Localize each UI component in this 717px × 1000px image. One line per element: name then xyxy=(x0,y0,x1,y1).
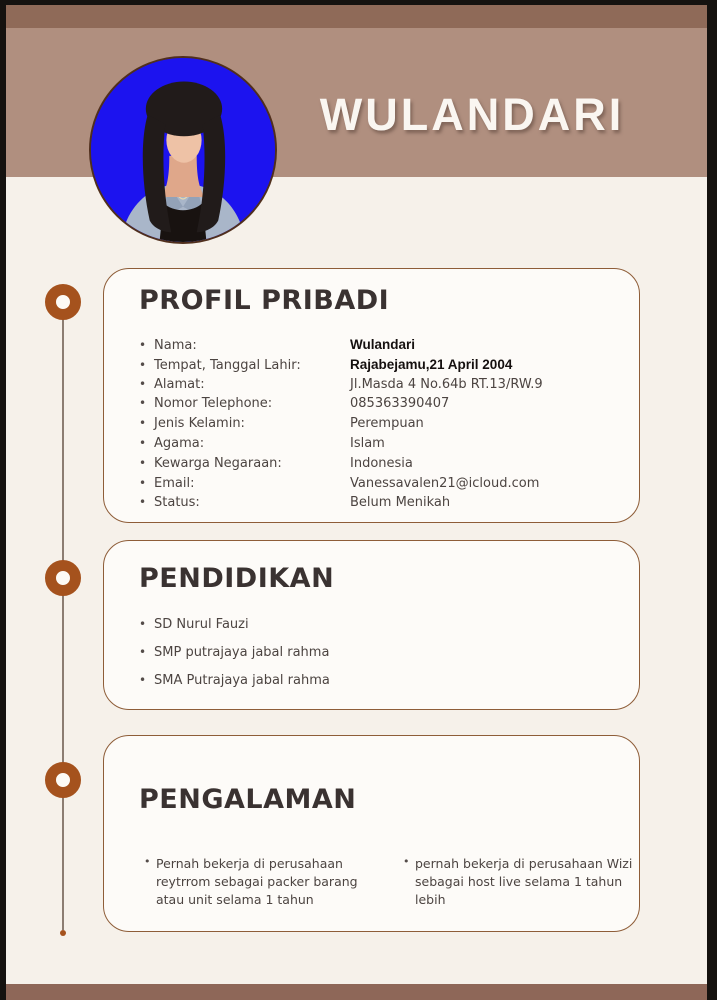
education-item-text: SD Nurul Fauzi xyxy=(154,617,249,632)
bullet-icon: • xyxy=(139,357,147,372)
section-heading-profile: PROFIL PRIBADI xyxy=(139,285,390,316)
profile-row xyxy=(139,337,621,357)
bullet-icon: • xyxy=(139,495,147,510)
profile-row-label: Agama: xyxy=(154,435,205,451)
timeline-line xyxy=(62,302,64,930)
profile-row-value: Jl.Masda 4 No.64b RT.13/RW.9 xyxy=(350,376,543,392)
header-top-strip xyxy=(6,5,707,28)
timeline-end-dot xyxy=(60,930,66,936)
profile-row-value: Perempuan xyxy=(350,416,424,432)
profile-row-value: Vanessavalen21@icloud.com xyxy=(350,475,540,491)
experience-item xyxy=(144,855,370,909)
profile-row xyxy=(139,377,621,397)
profile-row xyxy=(139,436,621,456)
list-item xyxy=(139,645,330,673)
profile-photo xyxy=(89,56,277,244)
profile-row-value: Indonesia xyxy=(350,455,413,471)
avatar-illustration xyxy=(91,58,275,242)
profile-row-label: Alamat: xyxy=(154,376,205,392)
timeline-node-experience xyxy=(45,762,81,798)
profile-row xyxy=(139,357,621,377)
bullet-icon: • xyxy=(139,645,147,659)
profile-row xyxy=(139,396,621,416)
profile-rows xyxy=(139,337,621,515)
bullet-icon: • xyxy=(139,617,147,631)
section-card-education xyxy=(103,540,640,710)
profile-row-label: Status: xyxy=(154,495,200,511)
profile-row-value: Wulandari xyxy=(350,337,416,352)
bullet-icon: • xyxy=(139,416,147,431)
experience-item xyxy=(403,855,635,909)
profile-row xyxy=(139,456,621,476)
section-card-profile xyxy=(103,268,640,523)
education-item-text: SMP putrajaya jabal rahma xyxy=(154,645,330,660)
profile-row-label: Nama: xyxy=(154,338,197,353)
education-item-text: SMA Putrajaya jabal rahma xyxy=(154,673,330,688)
experience-item-text: Pernah bekerja di perusahaan reytrrom sebagai packer barang atau unit selama 1 tahun xyxy=(156,856,358,907)
bullet-icon: • xyxy=(139,396,147,411)
section-card-experience xyxy=(103,735,640,932)
experience-item-text: pernah bekerja di perusahaan Wizi sebagai host live selama 1 tahun lebih xyxy=(415,856,633,907)
profile-row-label: Kewarga Negaraan: xyxy=(154,455,282,471)
profile-row-label: Nomor Telephone: xyxy=(154,396,273,412)
bullet-icon: • xyxy=(139,338,147,352)
section-heading-education: PENDIDIKAN xyxy=(139,563,335,594)
profile-row-value: Islam xyxy=(350,435,385,451)
profile-row-label: Email: xyxy=(154,475,195,491)
profile-row xyxy=(139,416,621,436)
bullet-icon: • xyxy=(139,475,147,490)
bullet-icon: • xyxy=(139,435,147,450)
list-item xyxy=(139,673,330,701)
education-list xyxy=(139,617,330,701)
bullet-icon: • xyxy=(403,855,410,868)
bullet-icon: • xyxy=(139,455,147,470)
resume-page xyxy=(6,5,707,1000)
list-item xyxy=(139,617,330,645)
profile-row-value: 085363390407 xyxy=(350,396,450,412)
profile-row-value: Rajabejamu,21 April 2004 xyxy=(350,356,513,372)
profile-row-label: Jenis Kelamin: xyxy=(154,416,245,432)
timeline-node-profile xyxy=(45,284,81,320)
profile-row xyxy=(139,476,621,496)
bullet-icon: • xyxy=(144,855,151,868)
bullet-icon: • xyxy=(139,673,147,687)
profile-row-label: Tempat, Tanggal Lahir: xyxy=(154,357,301,373)
timeline-node-education xyxy=(45,560,81,596)
section-heading-experience: PENGALAMAN xyxy=(139,784,357,815)
profile-row-value: Belum Menikah xyxy=(350,495,451,511)
footer-strip xyxy=(6,984,707,1000)
bullet-icon: • xyxy=(139,376,147,391)
profile-row xyxy=(139,495,621,515)
header-name-title: WULANDARI xyxy=(319,89,625,140)
